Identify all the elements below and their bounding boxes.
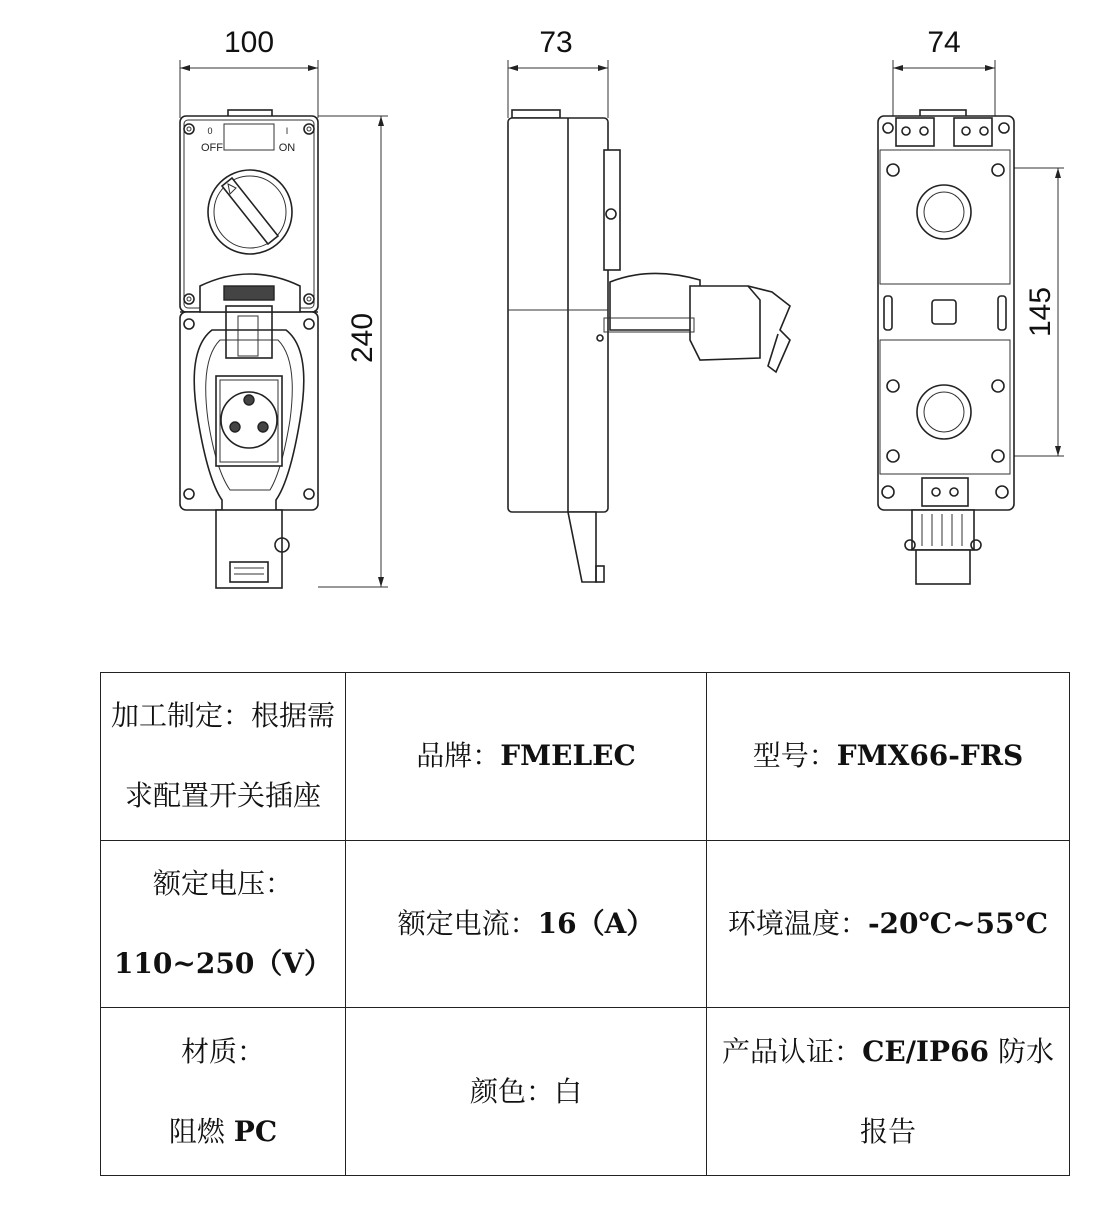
material-label: 材质： bbox=[180, 1034, 265, 1068]
rated-current-label: 额定电流： bbox=[397, 906, 538, 940]
switch-on-label: ON bbox=[278, 142, 296, 154]
certification-label: 产品认证： bbox=[722, 1034, 863, 1068]
dim-front-height: 240 bbox=[346, 312, 379, 364]
model-value: FMX66-FRS bbox=[836, 739, 1024, 773]
material-value-prefix: 阻燃 bbox=[168, 1114, 234, 1148]
color-value: 白 bbox=[554, 1074, 583, 1108]
material-value: PC bbox=[233, 1114, 278, 1148]
brand-value: FMELEC bbox=[500, 739, 636, 773]
ambient-temp-label: 环境温度： bbox=[727, 906, 868, 940]
certification-suffix: 防水报告 bbox=[859, 1034, 1054, 1148]
rated-voltage-value: 110~250（V） bbox=[113, 946, 333, 980]
dim-back-height: 145 bbox=[1024, 286, 1057, 338]
spec-table bbox=[100, 672, 1070, 1176]
spec-material bbox=[101, 1008, 346, 1176]
spec-rated-voltage bbox=[101, 840, 346, 1008]
spec-customization bbox=[101, 673, 346, 841]
spec-brand bbox=[346, 673, 707, 841]
switch-off-symbol: 0 bbox=[207, 126, 213, 136]
spec-color bbox=[346, 1008, 707, 1176]
customization-line2: 求配置开关插座 bbox=[124, 779, 321, 813]
dim-back-width: 74 bbox=[927, 26, 961, 59]
brand-label: 品牌： bbox=[416, 739, 501, 773]
switch-off-label: OFF bbox=[201, 142, 223, 154]
ambient-temp-value: -20℃~55℃ bbox=[867, 906, 1049, 940]
front-view bbox=[180, 26, 388, 588]
certification-value: CE/IP66 bbox=[862, 1034, 990, 1068]
rated-current-value: 16（A） bbox=[537, 906, 655, 940]
spec-model bbox=[707, 673, 1070, 841]
model-label: 型号： bbox=[752, 739, 837, 773]
switch-on-symbol: I bbox=[285, 126, 289, 136]
spec-certification bbox=[707, 1008, 1070, 1176]
spec-rated-current bbox=[346, 840, 707, 1008]
rated-voltage-label: 额定电压： bbox=[152, 866, 293, 900]
customization-line1: 加工制定：根据需 bbox=[110, 699, 335, 733]
table-row bbox=[101, 1008, 1070, 1176]
dim-front-width: 100 bbox=[223, 26, 275, 59]
side-view bbox=[508, 26, 790, 582]
dim-side-width: 73 bbox=[539, 26, 573, 59]
back-view bbox=[878, 26, 1064, 584]
spec-ambient-temp bbox=[707, 840, 1070, 1008]
table-row bbox=[101, 840, 1070, 1008]
color-label: 颜色： bbox=[469, 1074, 554, 1108]
table-row bbox=[101, 673, 1070, 841]
